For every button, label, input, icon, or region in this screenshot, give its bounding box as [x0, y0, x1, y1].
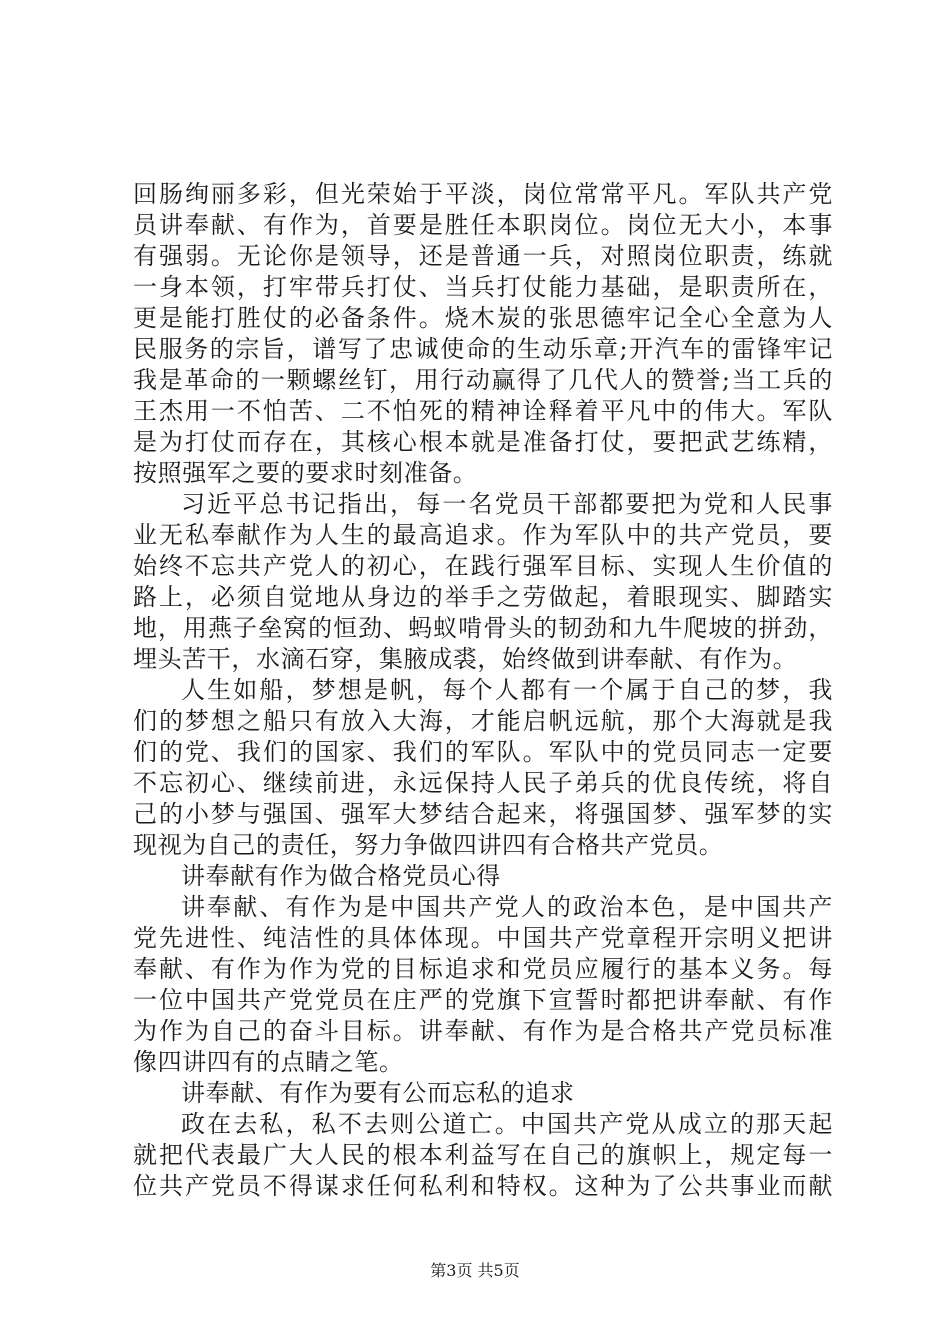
text-line: 有强弱。无论你是领导，还是普通一兵，对照岗位职责，练就 — [133, 242, 833, 270]
text-line: 讲奉献、有作为是中国共产党人的政治本色，是中国共产 — [181, 893, 833, 921]
text-line: 是为打仗而存在，其核心根本就是准备打仗，要把武艺练精， — [133, 428, 833, 456]
text-line: 们的梦想之船只有放入大海，才能启帆远航，那个大海就是我 — [133, 707, 833, 735]
text-line: 业无私奉献作为人生的最高追求。作为军队中的共产党员，要 — [133, 521, 833, 549]
text-line: 像四讲四有的点睛之笔。 — [133, 1048, 404, 1076]
text-line: 位共产党员不得谋求任何私利和特权。这种为了公共事业而献 — [133, 1172, 833, 1200]
text-line: 民服务的宗旨，谱写了忠诚使命的生动乐章;开汽车的雷锋牢记 — [133, 335, 833, 363]
text-line: 们的党、我们的国家、我们的军队。军队中的党员同志一定要 — [133, 738, 833, 766]
text-line: 地，用燕子垒窝的恒劲、蚂蚁啃骨头的韧劲和九牛爬坡的拼劲， — [133, 614, 833, 642]
section-heading: 讲奉献、有作为要有公而忘私的追求 — [181, 1079, 575, 1107]
text-line: 就把代表最广大人民的根本利益写在自己的旗帜上，规定每一 — [133, 1141, 833, 1169]
document-body — [133, 179, 833, 1202]
text-line: 路上，必须自觉地从身边的举手之劳做起，着眼现实、脚踏实 — [133, 583, 833, 611]
text-line: 始终不忘共产党人的初心，在践行强军目标、实现人生价值的 — [133, 552, 833, 580]
text-line: 人生如船，梦想是帆，每个人都有一个属于自己的梦，我 — [181, 676, 833, 704]
text-line: 政在去私，私不去则公道亡。中国共产党从成立的那天起 — [181, 1110, 833, 1138]
text-line: 己的小梦与强国、强军大梦结合起来，将强国梦、强军梦的实 — [133, 800, 833, 828]
text-line: 按照强军之要的要求时刻准备。 — [133, 459, 478, 487]
section-heading: 讲奉献有作为做合格党员心得 — [181, 862, 501, 890]
text-line: 王杰用一不怕苦、二不怕死的精神诠释着平凡中的伟大。军队 — [133, 397, 833, 425]
text-line: 不忘初心、继续前进，永远保持人民子弟兵的优良传统，将自 — [133, 769, 833, 797]
text-line: 习近平总书记指出，每一名党员干部都要把为党和人民事 — [181, 490, 833, 518]
text-line: 一身本领，打牢带兵打仗、当兵打仗能力基础，是职责所在， — [133, 273, 833, 301]
text-line: 回肠绚丽多彩，但光荣始于平淡，岗位常常平凡。军队共产党 — [133, 180, 833, 208]
text-line: 奉献、有作为作为党的目标追求和党员应履行的基本义务。每 — [133, 955, 833, 983]
page-footer: 第3页 共5页 — [430, 1261, 520, 1280]
text-line: 员讲奉献、有作为，首要是胜任本职岗位。岗位无大小，本事 — [133, 211, 833, 239]
text-line: 一位中国共产党党员在庄严的党旗下宣誓时都把讲奉献、有作 — [133, 986, 833, 1014]
text-line: 更是能打胜仗的必备条件。烧木炭的张思德牢记全心全意为人 — [133, 304, 833, 332]
text-line: 我是革命的一颗螺丝钉，用行动赢得了几代人的赞誉;当工兵的 — [133, 366, 833, 394]
text-line: 党先进性、纯洁性的具体体现。中国共产党章程开宗明义把讲 — [133, 924, 833, 952]
text-line: 现视为自己的责任，努力争做四讲四有合格共产党员。 — [133, 831, 724, 859]
text-line: 为作为自己的奋斗目标。讲奉献、有作为是合格共产党员标准 — [133, 1017, 833, 1045]
text-line: 埋头苦干，水滴石穿，集腋成裘，始终做到讲奉献、有作为。 — [133, 645, 798, 673]
